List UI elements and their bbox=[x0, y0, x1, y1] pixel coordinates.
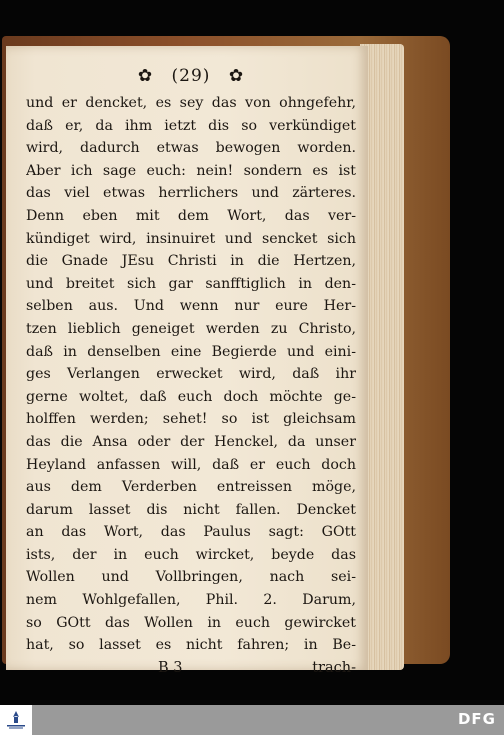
ornament-right: ✿ bbox=[228, 66, 245, 86]
text-line: die Gnade JEsu Christi in die Hertzen, bbox=[26, 253, 356, 270]
text-line: Aber ich sage euch: nein! sondern es ist bbox=[26, 162, 356, 179]
text-line: aus dem Verderben entreissen möge, bbox=[26, 479, 356, 496]
page-number: (29) bbox=[171, 66, 211, 86]
library-logo[interactable] bbox=[0, 705, 32, 735]
text-line: ists, der in euch wircket, beyde das bbox=[26, 546, 356, 563]
page-text bbox=[26, 66, 356, 679]
text-line: ges Verlangen erwecket wird, daß ihr bbox=[26, 366, 356, 383]
text-line: daß in denselben eine Begierde und eini- bbox=[26, 343, 356, 360]
text-line: tzen lieblich geneiget werden zu Christo, bbox=[26, 320, 356, 337]
page-header bbox=[26, 66, 356, 86]
text-line: an das Wort, das Paulus sagt: GOtt bbox=[26, 524, 356, 541]
body-text bbox=[26, 92, 356, 657]
text-line: das viel etwas herrlichers und zärteres. bbox=[26, 185, 356, 202]
text-line: Denn eben mit dem Wort, das ver- bbox=[26, 207, 356, 224]
text-line: und breitet sich gar sanfftiglich in den- bbox=[26, 275, 356, 292]
text-line: selben aus. Und wenn nur eure Her- bbox=[26, 298, 356, 315]
text-line: darum lasset dis nicht fallen. Dencket bbox=[26, 501, 356, 518]
ornament-left: ✿ bbox=[137, 66, 154, 86]
text-line: und er dencket, es sey das von ohngefehr, bbox=[26, 95, 356, 111]
text-line: holffen werden; sehet! so ist gleichsam bbox=[26, 411, 356, 428]
funder-logo[interactable]: DFG bbox=[457, 710, 496, 728]
signature-mark: B 3 bbox=[158, 659, 183, 676]
text-line: Heyland anfassen will, daß er euch doch bbox=[26, 456, 356, 473]
text-line: nem Wohlgefallen, Phil. 2. Darum, bbox=[26, 592, 356, 609]
text-line: kündiget wird, insinuiret und sencket sich bbox=[26, 230, 356, 247]
page-footer bbox=[26, 657, 356, 679]
text-line: hat, so lasset es nicht fahren; in Be- bbox=[26, 637, 356, 654]
viewer-footer-bar bbox=[0, 705, 504, 735]
text-line: wird, dadurch etwas bewogen worden. bbox=[26, 140, 356, 157]
library-logo-icon bbox=[4, 708, 28, 732]
text-line: das die Ansa oder der Henckel, da unser bbox=[26, 433, 356, 450]
text-line: Wollen und Vollbringen, nach sei- bbox=[26, 569, 356, 586]
text-line: so GOtt das Wollen in euch gewircket bbox=[26, 614, 356, 631]
text-line: gerne woltet, daß euch doch möchte ge- bbox=[26, 388, 356, 405]
catchword: trach- bbox=[312, 659, 356, 676]
text-line: daß er, da ihm ietzt dis so verkündiget bbox=[26, 117, 356, 134]
